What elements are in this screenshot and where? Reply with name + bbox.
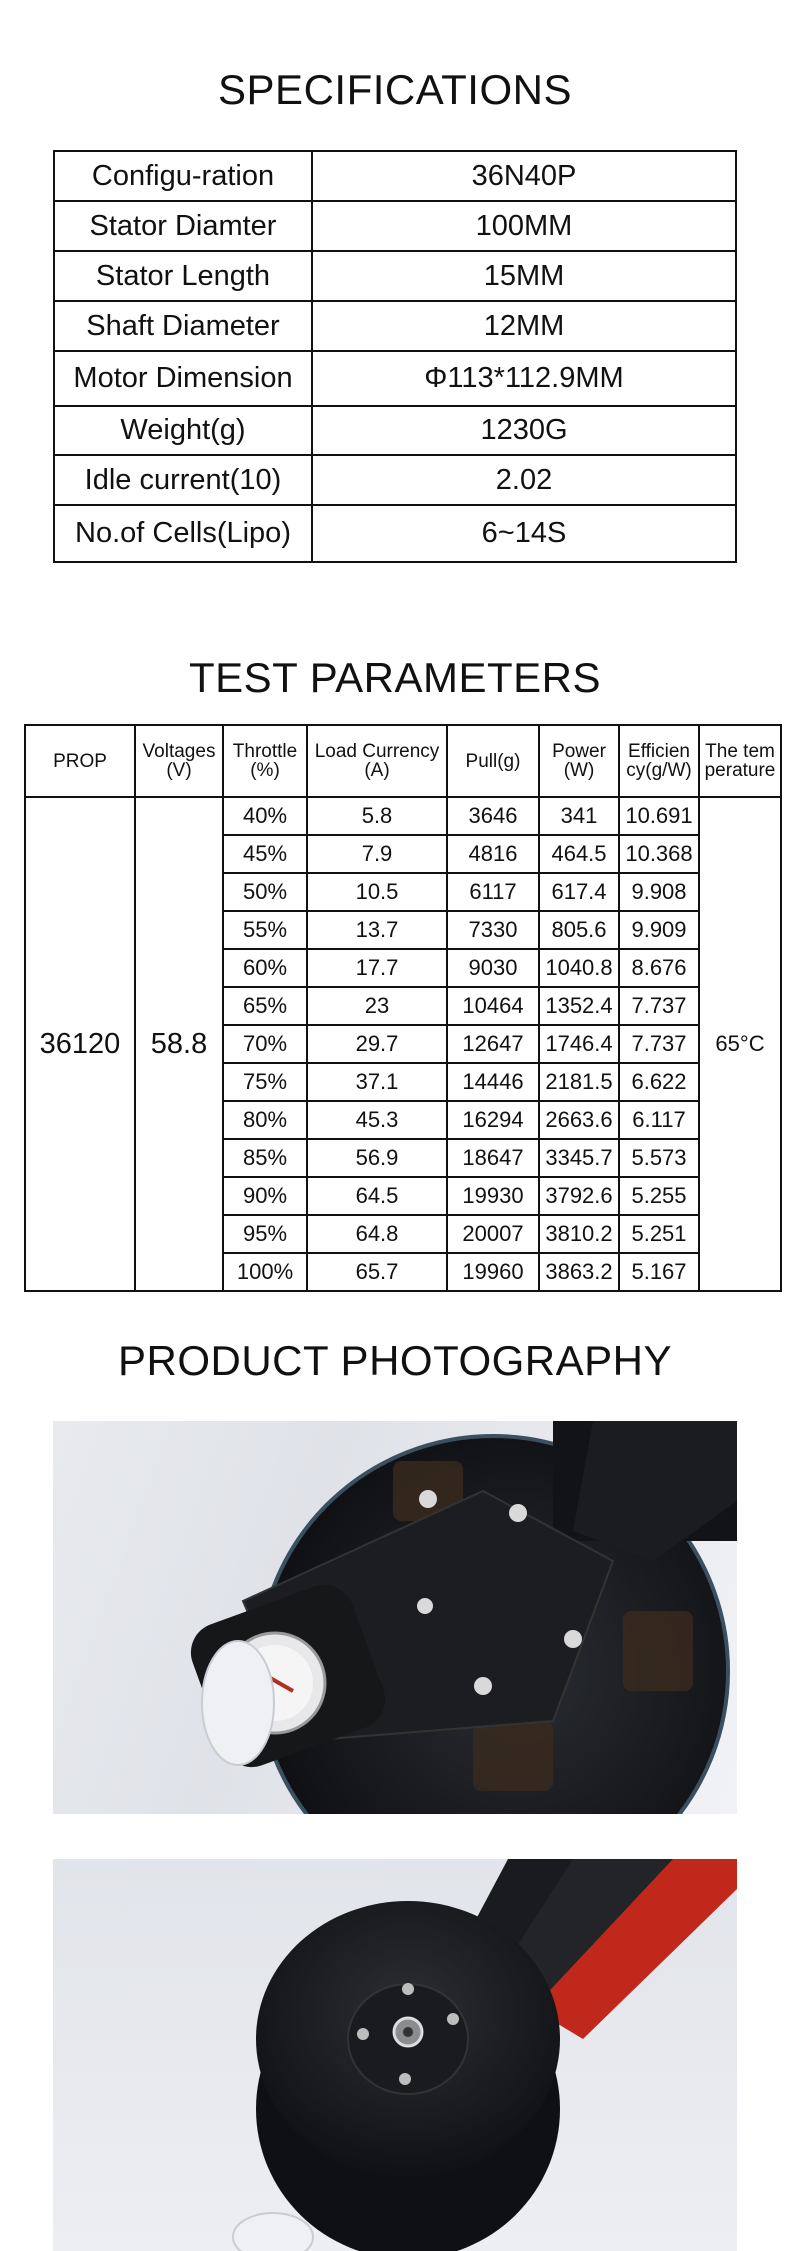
current-cell: 5.8	[307, 797, 447, 835]
current-cell: 65.7	[307, 1253, 447, 1291]
spec-value: 6~14S	[312, 505, 736, 562]
spec-label: Stator Diamter	[54, 201, 312, 251]
test-parameters-title: TEST PARAMETERS	[188, 654, 602, 701]
pull-cell: 19930	[447, 1177, 539, 1215]
pull-cell: 20007	[447, 1215, 539, 1253]
current-cell: 64.8	[307, 1215, 447, 1253]
efficiency-cell: 9.909	[619, 911, 699, 949]
throttle-cell: 80%	[223, 1101, 307, 1139]
spec-row	[54, 406, 736, 455]
pull-cell: 12647	[447, 1025, 539, 1063]
pull-cell: 6117	[447, 873, 539, 911]
power-header	[539, 725, 619, 797]
spec-value: 100MM	[312, 201, 736, 251]
header-line: (V)	[166, 760, 192, 781]
efficiency-cell: 5.167	[619, 1253, 699, 1291]
throttle-cell: 40%	[223, 797, 307, 835]
pull-cell: 18647	[447, 1139, 539, 1177]
power-cell: 3345.7	[539, 1139, 619, 1177]
spec-label: Motor Dimension	[54, 351, 312, 406]
pull-cell: 3646	[447, 797, 539, 835]
motor-photo-top-view	[53, 1859, 737, 2251]
specifications-title: SPECIFICATIONS	[218, 66, 572, 113]
current-cell: 56.9	[307, 1139, 447, 1177]
test-row	[25, 797, 781, 835]
pull-cell: 10464	[447, 987, 539, 1025]
throttle-cell: 85%	[223, 1139, 307, 1177]
pull-cell: 4816	[447, 835, 539, 873]
pull-cell: 14446	[447, 1063, 539, 1101]
header-line: (A)	[364, 760, 390, 781]
current-cell: 64.5	[307, 1177, 447, 1215]
efficiency-cell: 6.117	[619, 1101, 699, 1139]
current-cell: 7.9	[307, 835, 447, 873]
header-line: Efficien	[628, 741, 690, 762]
efficiency-cell: 5.251	[619, 1215, 699, 1253]
throttle-cell: 65%	[223, 987, 307, 1025]
pull-cell: 16294	[447, 1101, 539, 1139]
power-cell: 2181.5	[539, 1063, 619, 1101]
efficiency-cell: 10.368	[619, 835, 699, 873]
header-line: Load Currency	[314, 741, 440, 762]
product-photography-title: PRODUCT PHOTOGRAPHY	[117, 1337, 673, 1384]
pull-cell: 9030	[447, 949, 539, 987]
throttle-cell: 75%	[223, 1063, 307, 1101]
voltage-value: 58.8	[135, 797, 223, 1291]
pull-cell: 19960	[447, 1253, 539, 1291]
throttle-cell: 45%	[223, 835, 307, 873]
prop-value: 36120	[25, 797, 135, 1291]
header-line: Voltages	[142, 741, 216, 762]
efficiency-cell: 6.622	[619, 1063, 699, 1101]
motor-photo-bottom-view	[53, 1421, 737, 1814]
spec-row	[54, 505, 736, 562]
prop-header	[25, 725, 135, 797]
spec-label: Configu-ration	[54, 151, 312, 201]
efficiency-cell: 5.255	[619, 1177, 699, 1215]
throttle-cell: 95%	[223, 1215, 307, 1253]
throttle-header	[223, 725, 307, 797]
spec-label: Idle current(10)	[54, 455, 312, 505]
spec-value: 1230G	[312, 406, 736, 455]
throttle-cell: 90%	[223, 1177, 307, 1215]
spec-value: Φ113*112.9MM	[312, 351, 736, 406]
header-line: (%)	[250, 760, 280, 781]
current-cell: 23	[307, 987, 447, 1025]
throttle-cell: 70%	[223, 1025, 307, 1063]
efficiency-header	[619, 725, 699, 797]
voltage-header	[135, 725, 223, 797]
current-cell: 37.1	[307, 1063, 447, 1101]
spec-label: Weight(g)	[54, 406, 312, 455]
temperature-header	[699, 725, 781, 797]
power-cell: 2663.6	[539, 1101, 619, 1139]
header-line: The tem	[705, 741, 775, 762]
power-cell: 3810.2	[539, 1215, 619, 1253]
efficiency-cell: 10.691	[619, 797, 699, 835]
pull-header	[447, 725, 539, 797]
current-cell: 29.7	[307, 1025, 447, 1063]
header-line: (W)	[563, 760, 595, 781]
spec-row	[54, 455, 736, 505]
current-cell: 45.3	[307, 1101, 447, 1139]
header-line: Pull(g)	[465, 750, 521, 772]
power-cell: 3863.2	[539, 1253, 619, 1291]
power-cell: 1040.8	[539, 949, 619, 987]
load-current-header	[307, 725, 447, 797]
spec-row	[54, 151, 736, 201]
temperature-value: 65°C	[699, 797, 781, 1291]
header-line: perature	[704, 760, 776, 781]
spec-row	[54, 301, 736, 351]
spec-label: No.of Cells(Lipo)	[54, 505, 312, 562]
header-line: PROP	[53, 750, 107, 772]
test-parameters-table	[24, 724, 782, 1292]
current-cell: 17.7	[307, 949, 447, 987]
spec-value: 12MM	[312, 301, 736, 351]
power-cell: 805.6	[539, 911, 619, 949]
spec-value: 15MM	[312, 251, 736, 301]
spec-label: Shaft Diameter	[54, 301, 312, 351]
efficiency-cell: 7.737	[619, 987, 699, 1025]
current-cell: 10.5	[307, 873, 447, 911]
efficiency-cell: 9.908	[619, 873, 699, 911]
efficiency-cell: 8.676	[619, 949, 699, 987]
efficiency-cell: 5.573	[619, 1139, 699, 1177]
spec-value: 2.02	[312, 455, 736, 505]
power-cell: 341	[539, 797, 619, 835]
power-cell: 617.4	[539, 873, 619, 911]
power-cell: 1352.4	[539, 987, 619, 1025]
throttle-cell: 50%	[223, 873, 307, 911]
throttle-cell: 60%	[223, 949, 307, 987]
header-line: Power	[552, 741, 606, 762]
header-line: Throttle	[232, 741, 298, 762]
specifications-table	[53, 150, 737, 563]
throttle-cell: 100%	[223, 1253, 307, 1291]
throttle-cell: 55%	[223, 911, 307, 949]
spec-value: 36N40P	[312, 151, 736, 201]
power-cell: 1746.4	[539, 1025, 619, 1063]
spec-label: Stator Length	[54, 251, 312, 301]
power-cell: 464.5	[539, 835, 619, 873]
spec-row	[54, 351, 736, 406]
spec-row	[54, 251, 736, 301]
spec-row	[54, 201, 736, 251]
efficiency-cell: 7.737	[619, 1025, 699, 1063]
pull-cell: 7330	[447, 911, 539, 949]
header-line: cy(g/W)	[626, 760, 692, 781]
current-cell: 13.7	[307, 911, 447, 949]
power-cell: 3792.6	[539, 1177, 619, 1215]
